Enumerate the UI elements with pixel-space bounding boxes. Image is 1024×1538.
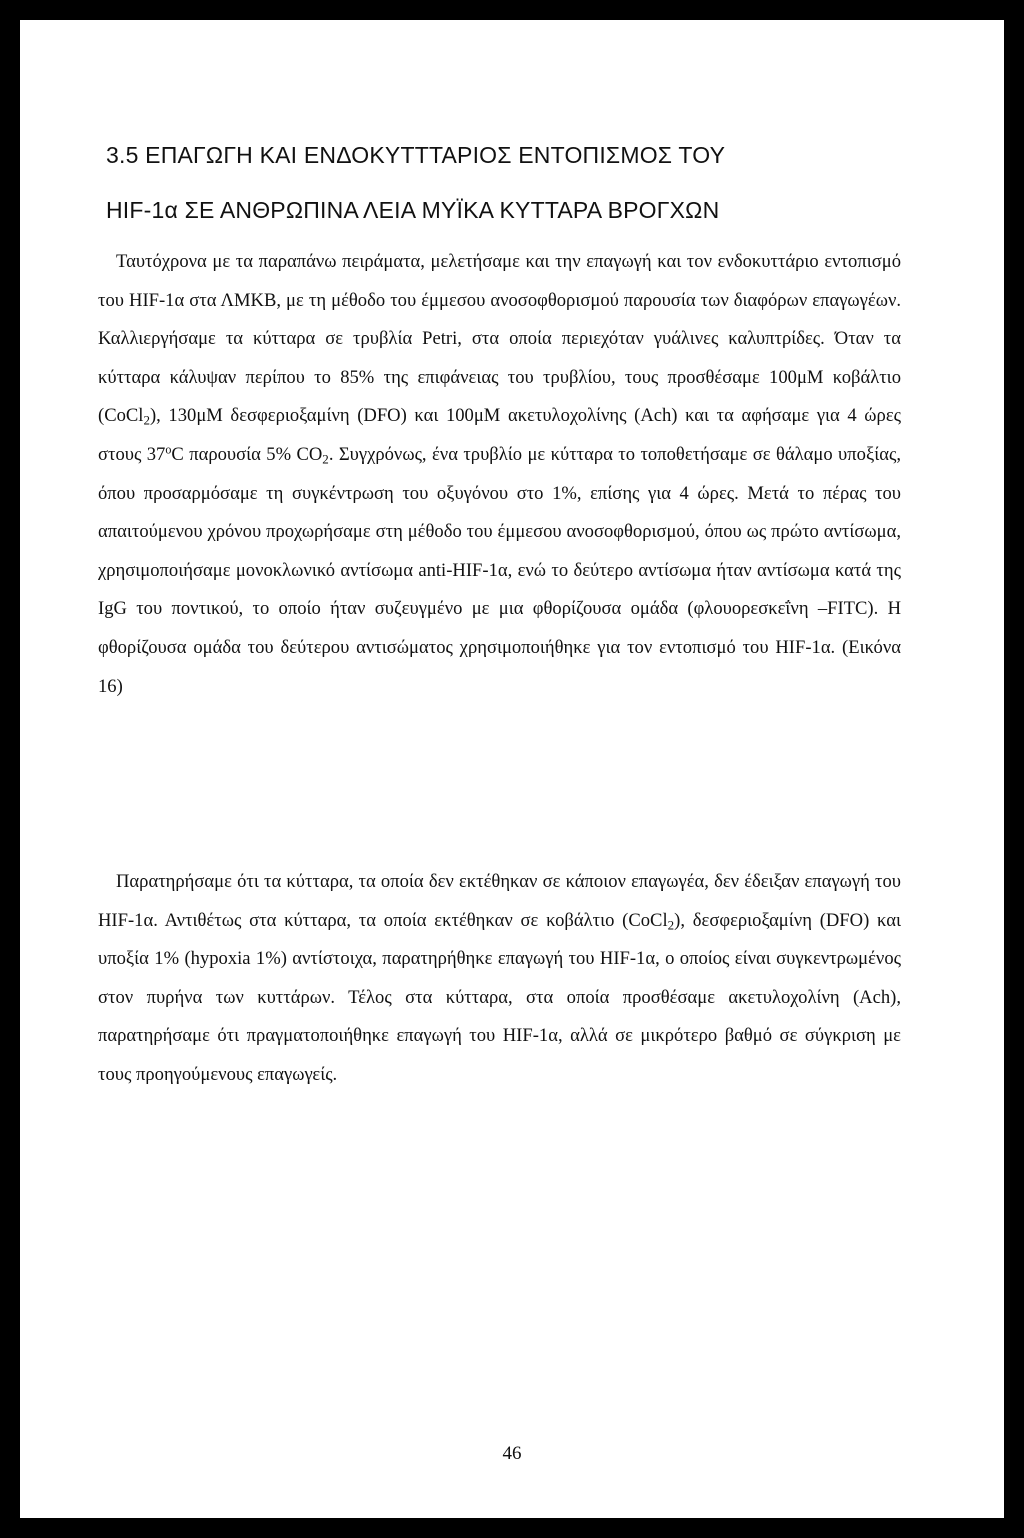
paragraph-methods xyxy=(98,243,901,706)
subscript: 2 xyxy=(667,916,675,932)
heading-line-1: 3.5 ΕΠΑΓΩΓΗ ΚΑΙ ΕΝΔΟΚΥΤΤΤΑΡΙΟΣ ΕΝΤΟΠΙΣΜΟΣ ΤΟΥ xyxy=(106,142,726,168)
paragraph-text: ), 130μΜ δεσφεριοξαμίνη (DFO) και 100μΜ ακετυλοχολίνης (Ach) και τα αφήσαμε για 4 ώρες στους 37 xyxy=(98,405,901,465)
paragraph-text: Παρατηρήσαμε ότι τα κύτταρα, τα οποία δεν εκτέθηκαν σε κάποιον επαγωγέα, δεν έδειξαν επαγωγή του HIF-1α. Αντιθέτως στα κύτταρα, τα οποία εκτέθηκαν σε κοβάλτιο (CoCl xyxy=(98,871,901,931)
subscript: 2 xyxy=(322,451,329,467)
paragraph-text: . Συγχρόνως, ένα τρυβλίο με κύτταρα το τοποθετήσαμε σε θάλαμο υποξίας, όπου προσαρμόσαμε τη συγκέντρωση του οξυγόνου στο 1%, επίσης για 4 ώρες. Μετά το πέρας του απαιτούμενου χρόνου προχωρήσαμε στη μέθοδο του έμμεσου ανοσοφθορισμού, όπου ως πρώτο αντίσωμα, χρησιμοποιήσαμε μονοκλωνικό αντίσωμα anti-HIF-1α, ενώ το δεύτερο αντίσωμα ήταν αντίσωμα κατά της IgG του ποντικού, το οποίο ήταν συζευγμένο με μια φθορίζουσα ομάδα (φλουορεσκεΐνη –FITC). Η φθορίζουσα ομάδα του δεύτερου αντισώματος χρησιμοποιήθηκε για τον εντοπισμό του HIF-1α. (Εικόνα 16) xyxy=(98,443,901,697)
subscript: 2 xyxy=(143,412,150,428)
heading-line-2: HIF-1α ΣΕ ΑΝΘΡΩΠΙΝΑ ΛΕΙΑ ΜΥΪΚΑ ΚΥΤΤΑΡΑ ΒΡΟΓΧΩΝ xyxy=(106,197,720,223)
paragraph-text: ), δεσφεριοξαμίνη (DFO) και υποξία 1% (hypoxia 1%) αντίστοιχα, παρατηρήθηκε επαγωγή του HIF-1α, ο οποίος είναι συγκεντρωμένος στον πυρήνα των κυττάρων. Τέλος στα κύτταρα, στα οποία προσθέσαμε ακετυλοχολίνη (Ach), παρατηρήσαμε ότι πραγματοποιήθηκε επαγωγή του HIF-1α, αλλά σε μικρότερο βαθμό σε σύγκριση με τους προηγούμενους επαγωγείς. xyxy=(98,909,901,1085)
section-heading xyxy=(106,128,926,238)
superscript: o xyxy=(165,442,172,457)
paragraph-text: C παρουσία 5% CO xyxy=(171,443,323,465)
document-page xyxy=(20,20,1004,1518)
paragraph-results xyxy=(98,863,901,1095)
page-number: 46 xyxy=(502,1443,522,1464)
paragraph-text: Ταυτόχρονα με τα παραπάνω πειράματα, μελετήσαμε και την επαγωγή και τον ενδοκυττάριο εντοπισμό του HIF-1α στα ΛΜΚΒ, με τη μέθοδο του έμμεσου ανοσοφθορισμού παρουσία των διαφόρων επαγωγέων. Καλλιεργήσαμε τα κύτταρα σε τρυβλία Petri, στα οποία περιεχόταν γυάλινες καλυπτρίδες. Όταν τα κύτταρα κάλυψαν περίπου το 85% της επιφάνειας του τρυβλίου, τους προσθέσαμε 100μΜ κοβάλτιο (CoCl xyxy=(98,251,901,427)
